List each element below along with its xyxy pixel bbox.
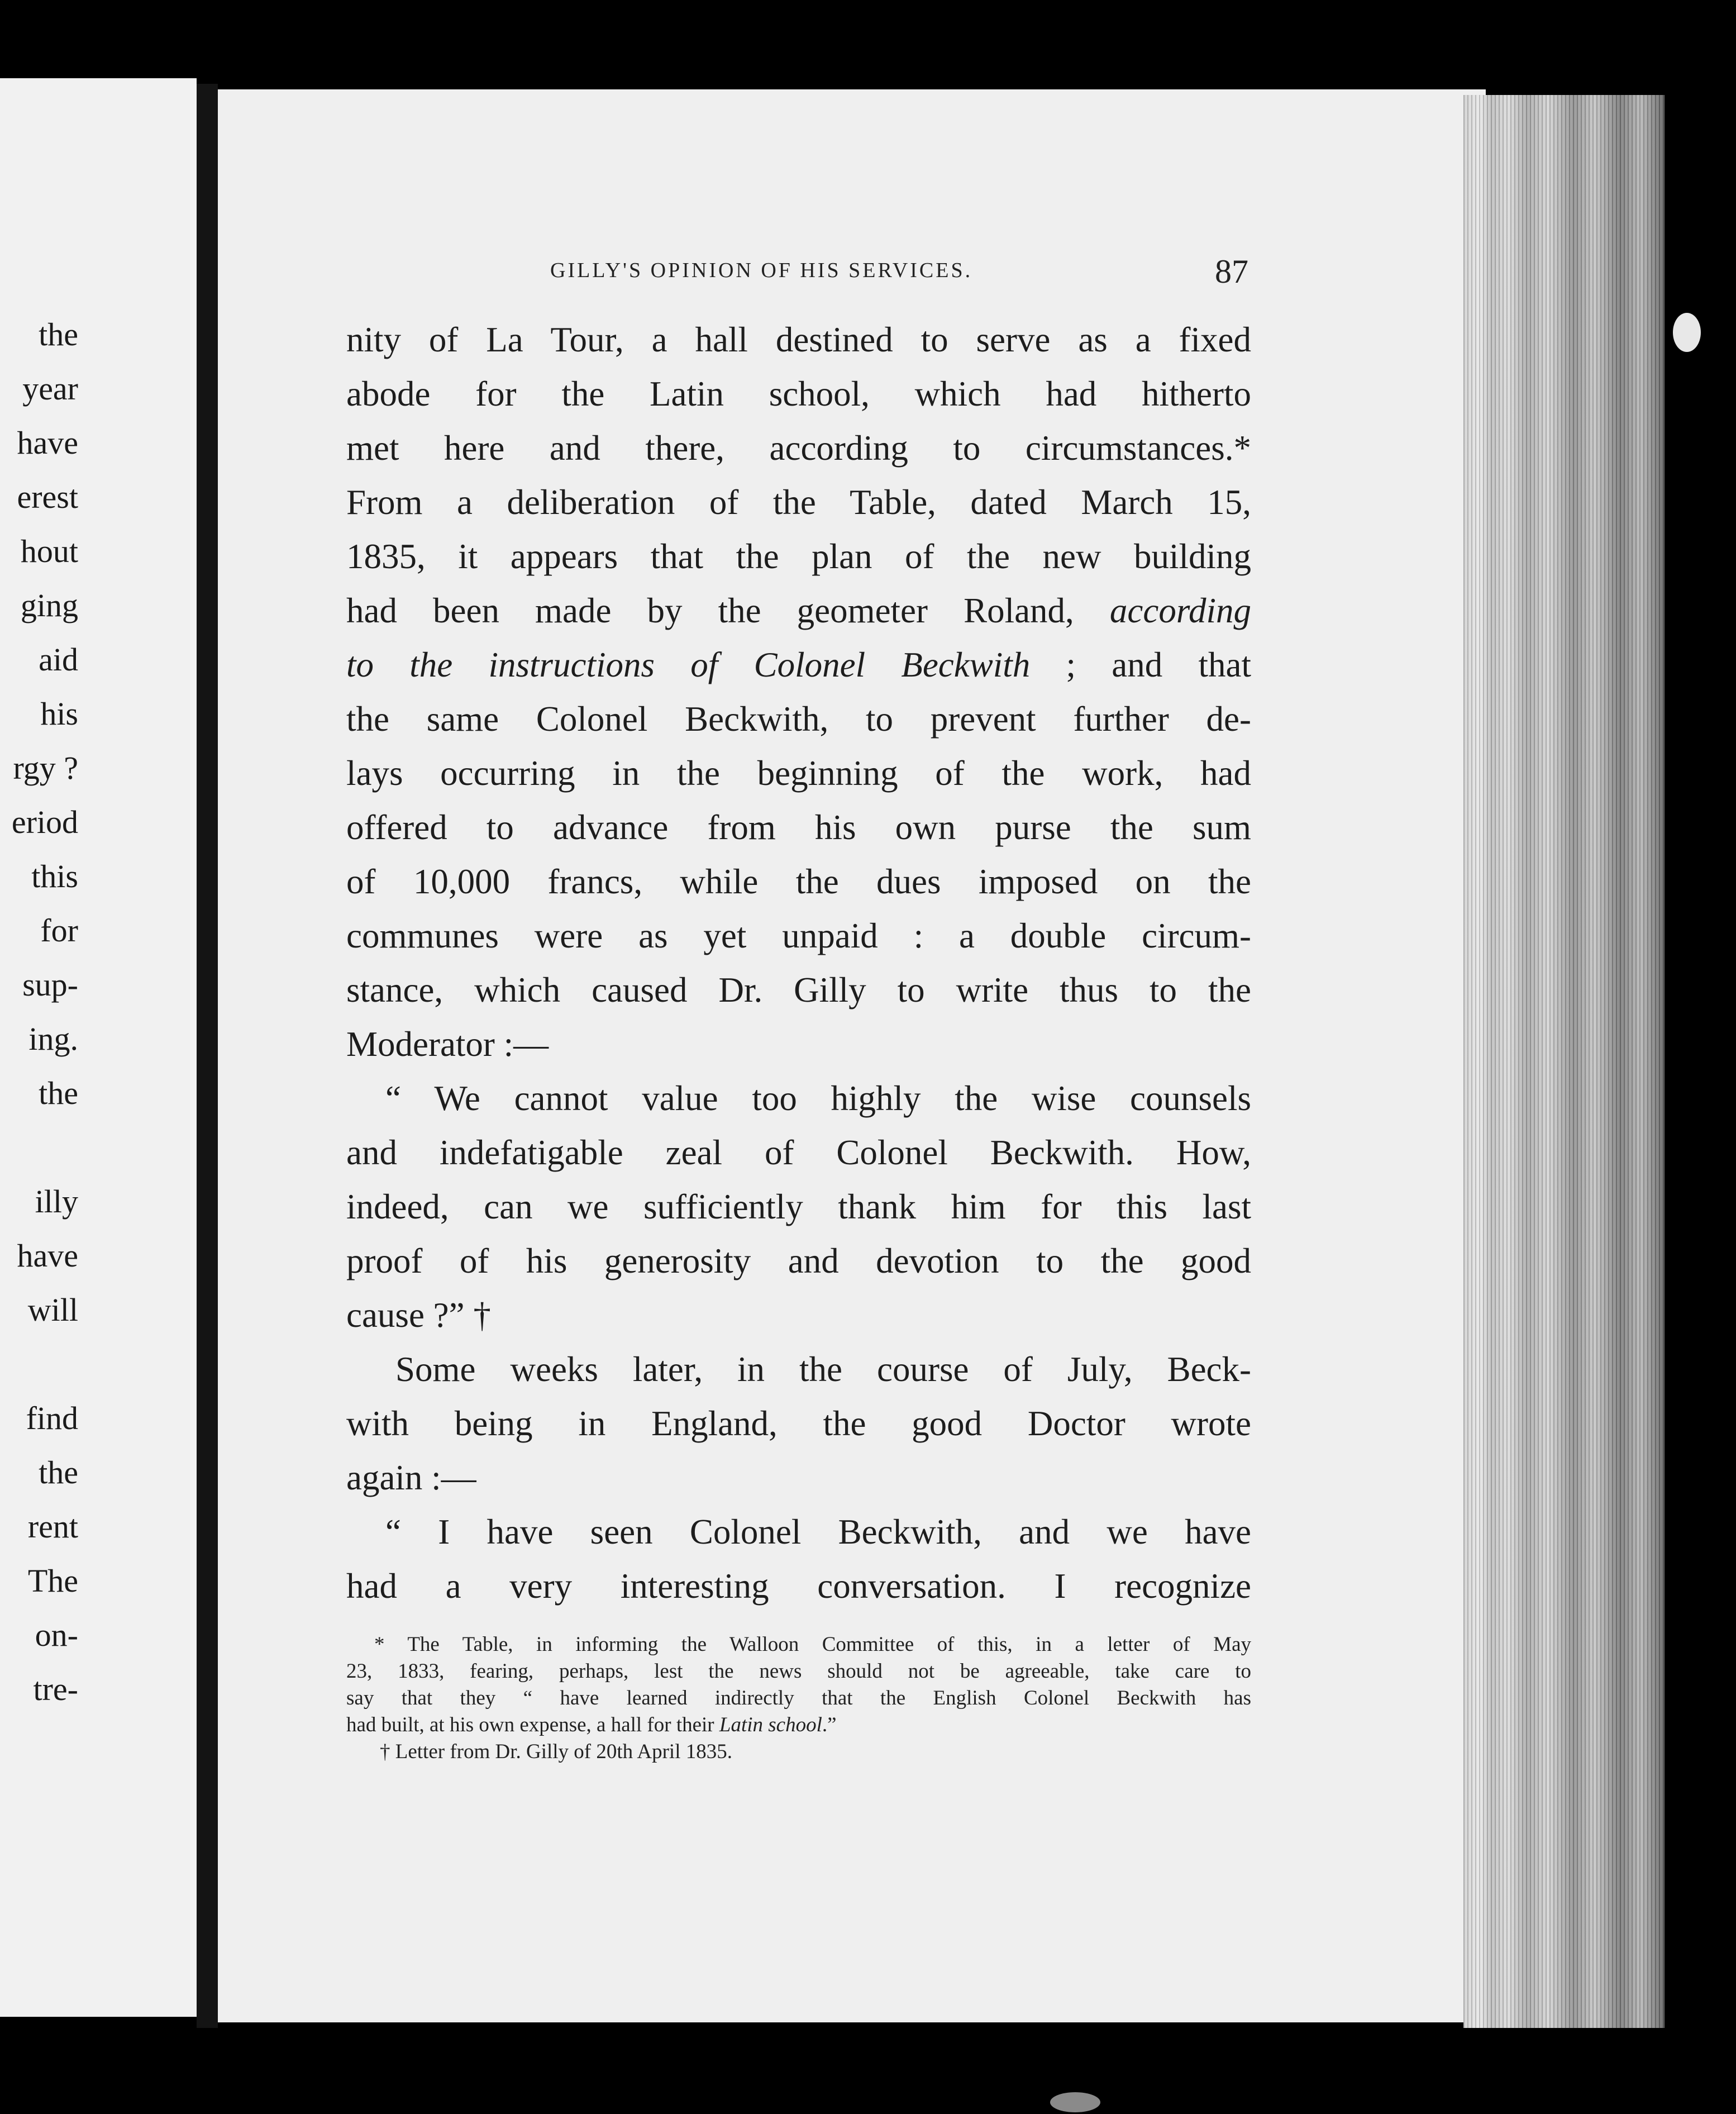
left-page-line: find [26, 1400, 78, 1436]
body-line: indeed, can we sufficiently thank him for this last [346, 1187, 1251, 1226]
left-page-line: have [17, 1237, 78, 1274]
paper-blemish [1050, 2092, 1100, 2112]
body-line: met here and there, according to circumstances.* [346, 428, 1251, 468]
body-line: proof of his generosity and devotion to the good [346, 1241, 1251, 1280]
body-line: stance, which caused Dr. Gilly to write thus to the [346, 970, 1251, 1010]
body-line: with being in England, the good Doctor wrote [346, 1404, 1251, 1443]
book-gutter [197, 84, 218, 2028]
left-page-line: rent [27, 1508, 78, 1545]
footnote-text: .” [822, 1713, 837, 1736]
left-page-line: rgy ? [13, 750, 78, 786]
left-page-line: will [27, 1292, 78, 1328]
left-page-line: the [39, 316, 78, 353]
body-line [346, 584, 1251, 638]
footnotes [346, 1631, 1251, 1765]
body-line: of 10,000 francs, while the dues imposed on the [346, 862, 1251, 901]
body-text [346, 313, 1251, 1613]
left-page-line: sup- [22, 966, 78, 1003]
body-line: cause ?” † [346, 1296, 491, 1335]
body-line: again :— [346, 1458, 476, 1497]
left-page-line: erest [17, 479, 78, 515]
footnote-line: * The Table, in informing the Walloon Committee of this, in a letter of May [374, 1633, 1251, 1656]
body-line: offered to advance from his own purse the sum [346, 808, 1251, 847]
body-line: Moderator :— [346, 1025, 549, 1064]
body-line: had a very interesting conversation. I recognize [346, 1567, 1251, 1606]
footnote-text: had built, at his own expense, a hall for their [346, 1713, 719, 1736]
body-line: 1835, it appears that the plan of the new building [346, 537, 1251, 576]
left-page-line: tre- [33, 1671, 78, 1707]
body-line: abode for the Latin school, which had hitherto [346, 374, 1251, 413]
left-page-line: illy [35, 1183, 78, 1220]
body-line: and indefatigable zeal of Colonel Beckwith. How, [346, 1133, 1251, 1172]
left-page-line: The [27, 1563, 78, 1599]
footnote-line: say that they “ have learned indirectly that the English Colonel Beckwith has [346, 1687, 1251, 1710]
body-line: “ I have seen Colonel Beckwith, and we have [385, 1512, 1251, 1551]
left-page [0, 78, 197, 2017]
running-head: GILLY'S OPINION OF HIS SERVICES. [550, 259, 973, 282]
body-line [346, 638, 1251, 692]
page-edges [1463, 95, 1665, 2028]
body-line-text: ; and that [1030, 645, 1251, 684]
footnote-line [346, 1712, 1251, 1739]
page-header [550, 253, 1248, 290]
left-page-line: have [17, 425, 78, 461]
body-line: “ We cannot value too highly the wise counsels [385, 1079, 1251, 1118]
left-page-line: aid [39, 641, 78, 678]
body-line: From a deliberation of the Table, dated March 15, [346, 483, 1251, 522]
left-page-line: eriod [11, 804, 78, 840]
body-line-text: had been made by the geometer Roland, [346, 591, 1110, 630]
body-line: the same Colonel Beckwith, to prevent further de- [346, 699, 1251, 739]
left-page-line: on- [35, 1617, 78, 1653]
italic-text: according [1109, 591, 1251, 630]
left-page-line: ging [20, 587, 78, 623]
italic-text: to the instructions of Colonel Beckwith [346, 645, 1031, 684]
italic-text: Latin school [719, 1713, 822, 1736]
left-page-line: year [22, 370, 78, 407]
left-page-line: the [39, 1454, 78, 1491]
left-page-line: the [39, 1075, 78, 1111]
body-line: nity of La Tour, a hall destined to serve as a fixed [346, 320, 1251, 359]
body-line: Some weeks later, in the course of July, Beck- [395, 1350, 1251, 1389]
left-page-line: hout [20, 533, 78, 569]
left-page-line: this [31, 858, 78, 894]
footnote-line: 23, 1833, fearing, perhaps, lest the news should not be agreeable, take care to [346, 1660, 1251, 1683]
left-page-line: ing. [28, 1021, 78, 1057]
paper-blemish [1673, 313, 1701, 352]
body-line: communes were as yet unpaid : a double circum- [346, 916, 1251, 955]
page-number: 87 [1215, 253, 1248, 290]
body-line: lays occurring in the beginning of the work, had [346, 754, 1251, 793]
left-page-line: for [40, 912, 78, 949]
left-page-line: his [40, 696, 78, 732]
footnote-dagger: † Letter from Dr. Gilly of 20th April 1835. [380, 1740, 732, 1763]
